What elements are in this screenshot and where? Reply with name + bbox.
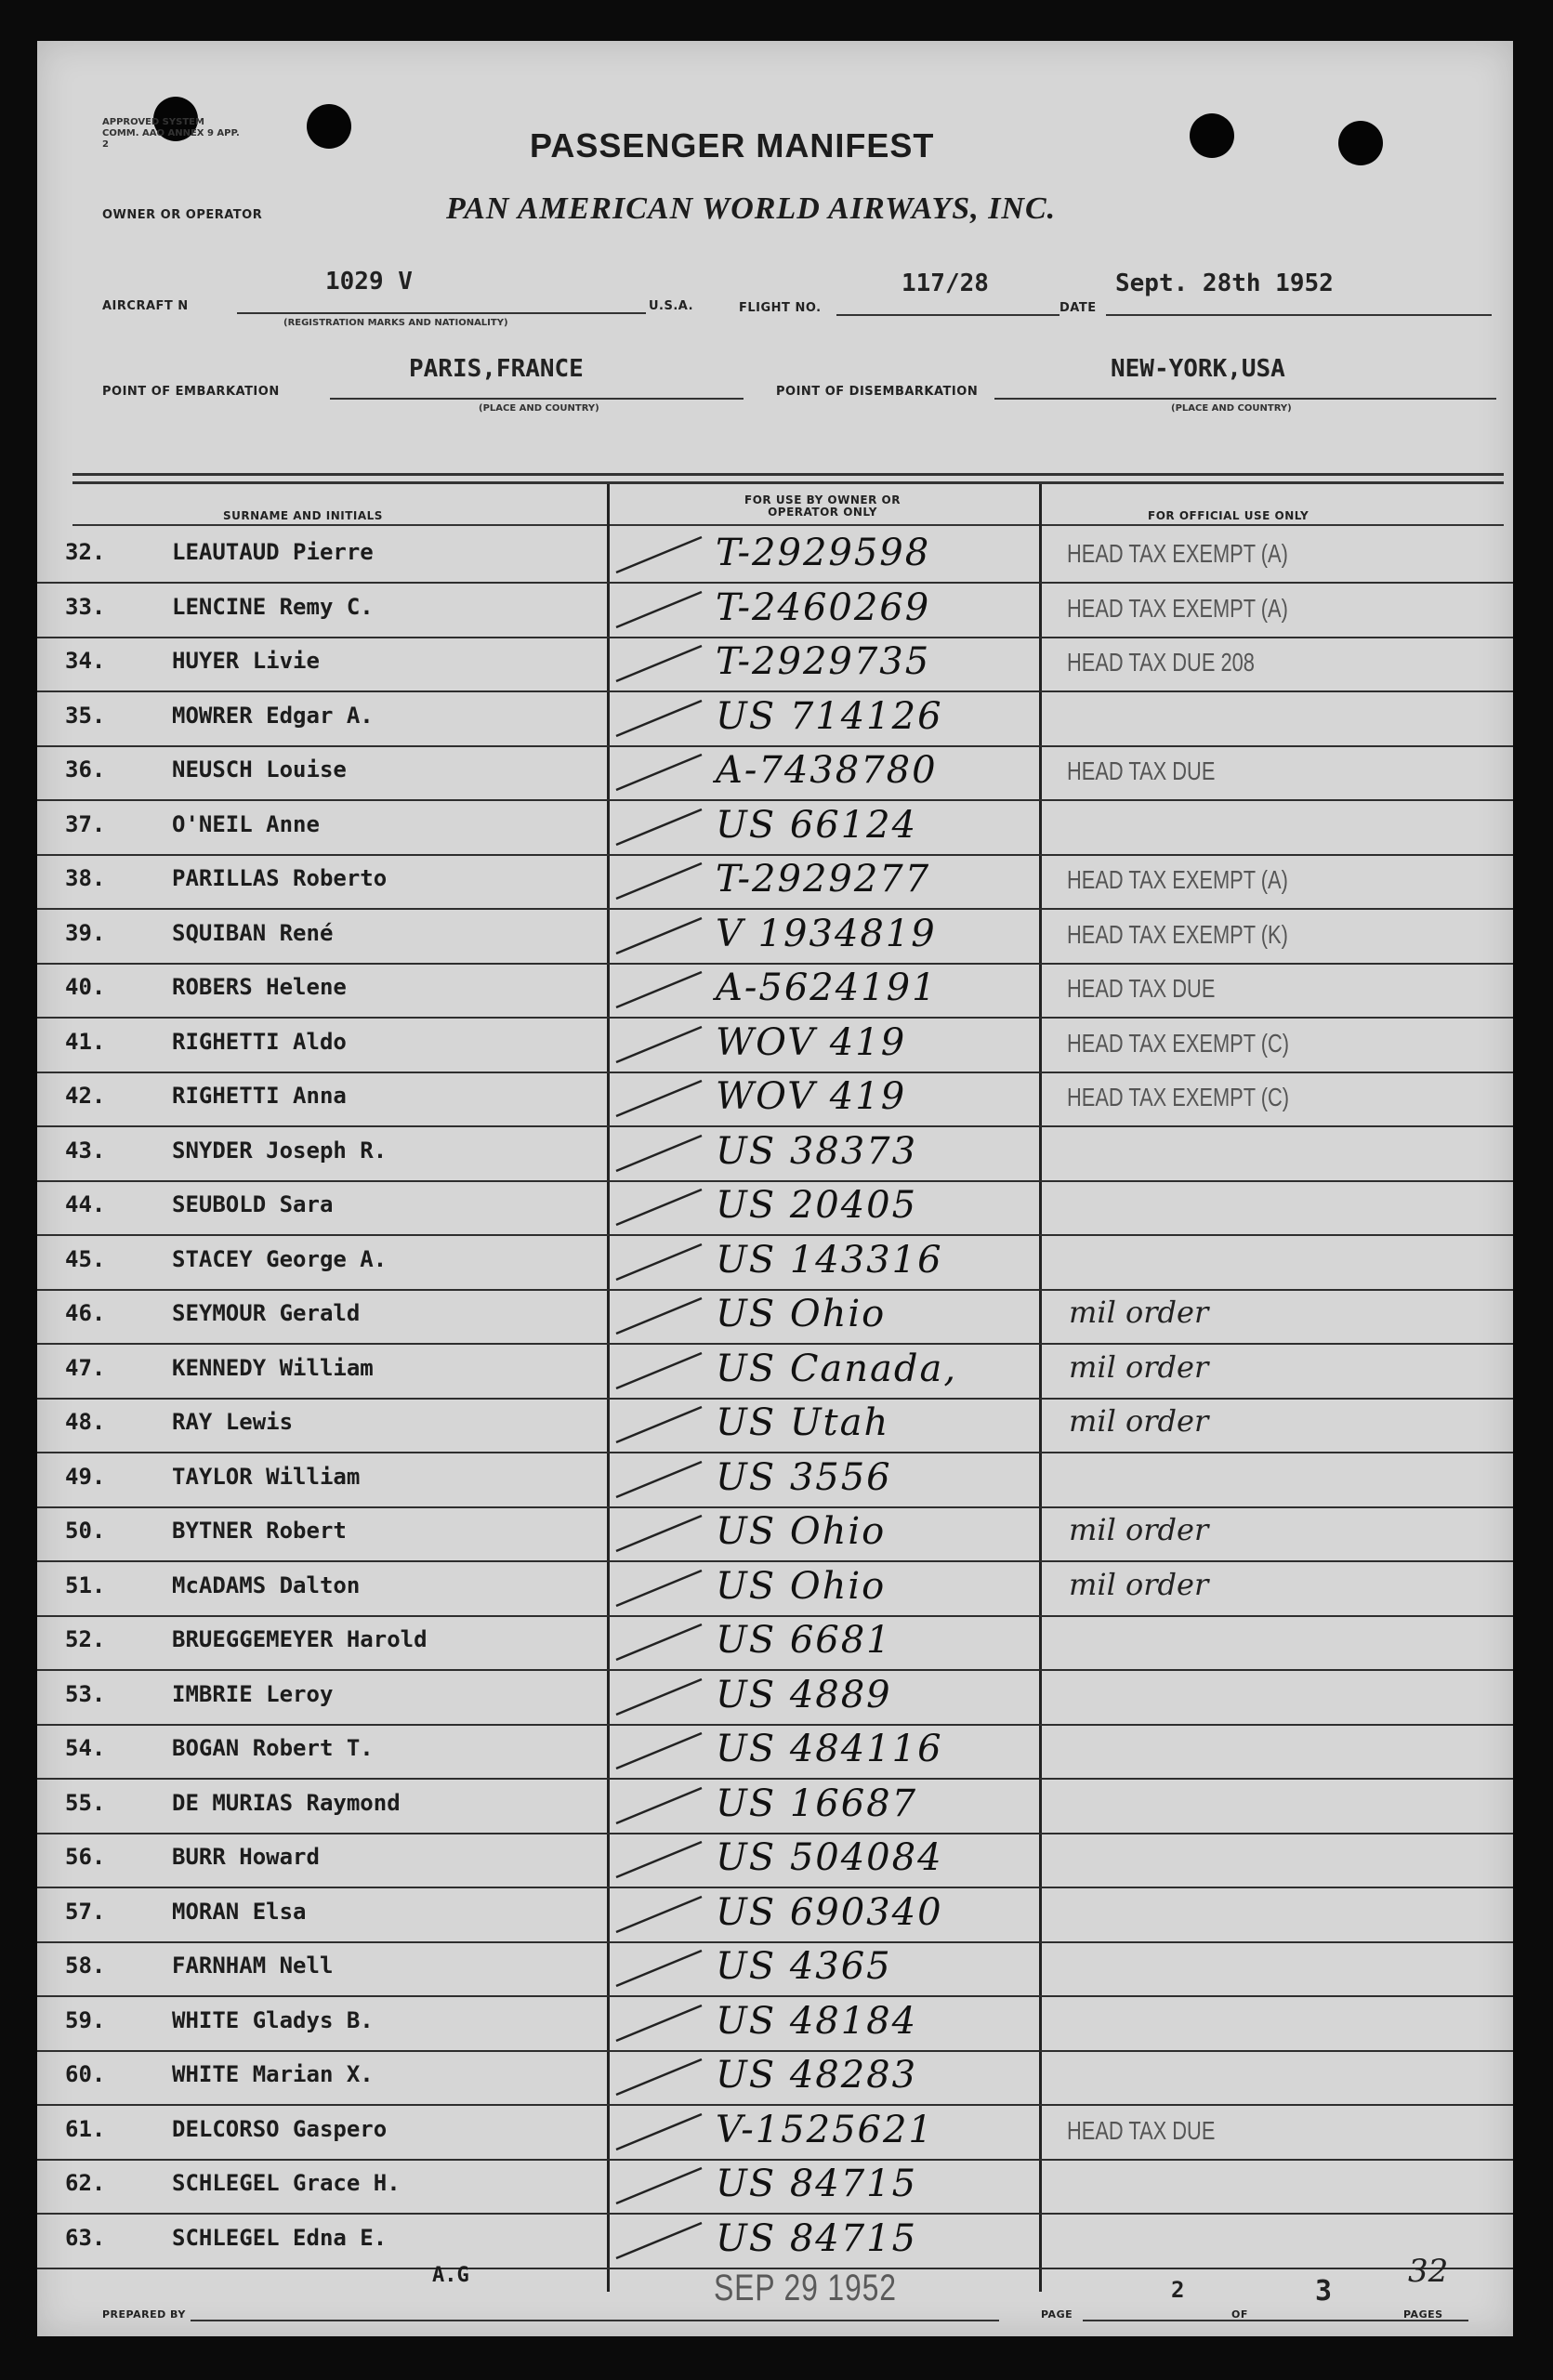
table-row: [37, 1561, 1513, 1617]
page-total: 3: [1315, 2275, 1333, 2308]
document-number: US Ohio: [716, 1564, 887, 1608]
table-row: [37, 1289, 1513, 1345]
table-row: [37, 2159, 1513, 2215]
table-top-rule: [72, 473, 1504, 476]
document-number: WOV 419: [716, 1075, 907, 1118]
handwritten-note: mil order: [1069, 1566, 1209, 1602]
passenger-name: BYTNER Robert: [172, 1518, 347, 1544]
document-number: US 4365: [716, 1945, 892, 1988]
document-number: US 143316: [716, 1238, 943, 1282]
table-row: [37, 583, 1513, 638]
aircraft-underline: [237, 312, 646, 314]
passenger-name: LEAUTAUD Pierre: [172, 539, 374, 565]
row-number: 57.: [65, 1898, 106, 1925]
official-stamp: HEAD TAX EXEMPT (A): [1067, 539, 1288, 568]
row-number: 41.: [65, 1028, 106, 1055]
check-mark-icon: [609, 854, 711, 910]
disembarkation-label: POINT OF DISEMBARKATION: [776, 385, 979, 399]
check-mark-icon: [609, 1615, 711, 1671]
check-mark-icon: [609, 1779, 711, 1834]
passenger-name: DELCORSO Gaspero: [172, 2115, 388, 2142]
document-number: T-2929735: [716, 640, 931, 683]
row-number: 55.: [65, 1789, 106, 1816]
row-number: 45.: [65, 1245, 106, 1272]
passenger-name: PARILLAS Roberto: [172, 865, 388, 891]
check-mark-icon: [609, 1833, 711, 1888]
document-number: US 16687: [716, 1782, 918, 1825]
passenger-name: DE MURIAS Raymond: [172, 1789, 401, 1816]
document-number: V 1934819: [716, 912, 937, 955]
date-underline: [1106, 314, 1492, 316]
check-mark-icon: [609, 800, 711, 856]
passenger-name: BURR Howard: [172, 1844, 320, 1870]
passenger-name: BOGAN Robert T.: [172, 1735, 374, 1761]
table-row: [37, 963, 1513, 1019]
passenger-name: ROBERS Helene: [172, 974, 347, 1000]
row-number: 34.: [65, 648, 106, 674]
passenger-table: [37, 528, 1513, 2294]
page-number: 2: [1171, 2277, 1185, 2303]
official-stamp: HEAD TAX DUE: [1067, 2115, 1216, 2145]
aircraft-value: 1029 V: [325, 268, 413, 296]
owner-label: OWNER OR OPERATOR: [102, 208, 263, 222]
passenger-name: SQUIBAN René: [172, 919, 334, 946]
page-label: PAGE: [1041, 2308, 1073, 2321]
embarkation-underline: [330, 398, 744, 400]
usa-label: U.S.A.: [649, 299, 694, 313]
row-number: 47.: [65, 1354, 106, 1381]
handwritten-note: mil order: [1069, 1512, 1209, 1547]
table-row: [37, 1887, 1513, 1943]
document-number: T-2929277: [716, 858, 931, 901]
table-row: [37, 1615, 1513, 1671]
row-number: 56.: [65, 1844, 106, 1870]
row-number: 46.: [65, 1300, 106, 1326]
flight-label: FLIGHT NO.: [739, 301, 822, 315]
row-number: 58.: [65, 1953, 106, 1979]
page-title: PASSENGER MANIFEST: [530, 126, 935, 164]
passenger-name: STACEY George A.: [172, 1245, 388, 1272]
table-row: [37, 637, 1513, 692]
table-row: [37, 909, 1513, 965]
passenger-name: NEUSCH Louise: [172, 756, 347, 782]
table-row: [37, 1724, 1513, 1780]
registration-caption: (REGISTRATION MARKS AND NATIONALITY): [283, 318, 508, 328]
table-row: [37, 1235, 1513, 1291]
row-number: 61.: [65, 2115, 106, 2142]
document-number: US 66124: [716, 803, 918, 847]
check-mark-icon: [609, 1344, 711, 1400]
passenger-name: RIGHETTI Anna: [172, 1083, 347, 1109]
table-row: [37, 2105, 1513, 2161]
row-number: 49.: [65, 1463, 106, 1490]
passenger-name: KENNEDY William: [172, 1354, 374, 1381]
check-mark-icon: [609, 2105, 711, 2161]
check-mark-icon: [609, 1126, 711, 1182]
check-mark-icon: [609, 691, 711, 747]
document-number: US 484116: [716, 1728, 943, 1770]
flight-underline: [836, 314, 1059, 316]
document-number: US 6681: [716, 1619, 892, 1662]
table-row: [37, 1398, 1513, 1453]
handwritten-page-count: 32: [1408, 2253, 1449, 2290]
row-number: 37.: [65, 810, 106, 837]
col-surname-header: SURNAME AND INITIALS: [223, 509, 383, 522]
passenger-name: FARNHAM Nell: [172, 1953, 334, 1979]
table-row: [37, 1126, 1513, 1182]
check-mark-icon: [609, 2050, 711, 2106]
document-number: US 48283: [716, 2054, 918, 2097]
check-mark-icon: [609, 2214, 711, 2269]
official-stamp: HEAD TAX EXEMPT (K): [1067, 919, 1288, 949]
check-mark-icon: [609, 1180, 711, 1236]
disembarkation-underline: [994, 398, 1496, 400]
flight-value: 117/28: [902, 270, 989, 297]
check-mark-icon: [609, 1996, 711, 2052]
document-number: US 690340: [716, 1890, 943, 1934]
table-row: [37, 1779, 1513, 1834]
row-number: 42.: [65, 1083, 106, 1109]
document-number: US 38373: [716, 1129, 918, 1173]
received-date-stamp: SEP 29 1952: [714, 2268, 897, 2308]
official-stamp: HEAD TAX DUE 208: [1067, 648, 1255, 677]
document-number: US 3556: [716, 1455, 892, 1499]
punch-hole: [307, 104, 351, 149]
document-number: US 4889: [716, 1673, 892, 1716]
table-row: [37, 1072, 1513, 1127]
row-number: 33.: [65, 593, 106, 620]
table-row: [37, 1941, 1513, 1997]
passenger-name: LENCINE Remy C.: [172, 593, 374, 620]
prepared-initials: A.G: [432, 2264, 469, 2287]
handwritten-note: mil order: [1069, 1295, 1209, 1330]
col-official-header: FOR OFFICIAL USE ONLY: [1148, 509, 1310, 522]
punch-hole: [1338, 121, 1383, 165]
aircraft-label: AIRCRAFT N: [102, 299, 189, 313]
check-mark-icon: [609, 1235, 711, 1291]
row-number: 51.: [65, 1571, 106, 1598]
manifest-sheet: [37, 41, 1513, 2336]
document-number: V-1525621: [716, 2108, 934, 2151]
check-mark-icon: [609, 1724, 711, 1780]
document-number: US 48184: [716, 1999, 918, 2043]
check-mark-icon: [609, 583, 711, 638]
check-mark-icon: [609, 963, 711, 1019]
official-stamp: HEAD TAX DUE: [1067, 756, 1216, 785]
check-mark-icon: [609, 1018, 711, 1073]
disembarkation-value: NEW-YORK,USA: [1111, 355, 1285, 383]
passenger-name: SEYMOUR Gerald: [172, 1300, 361, 1326]
handwritten-note: mil order: [1069, 1348, 1209, 1385]
document-number: US 84715: [716, 2163, 918, 2205]
passenger-name: McADAMS Dalton: [172, 1571, 361, 1598]
row-number: 50.: [65, 1518, 106, 1544]
punch-hole: [1190, 113, 1234, 158]
row-number: 44.: [65, 1191, 106, 1217]
row-number: 62.: [65, 2170, 106, 2196]
of-label: OF: [1231, 2308, 1248, 2321]
table-row: [37, 2214, 1513, 2269]
check-mark-icon: [609, 1887, 711, 1943]
check-mark-icon: [609, 1072, 711, 1127]
row-number: 54.: [65, 1735, 106, 1761]
table-row: [37, 2050, 1513, 2106]
passenger-name: RIGHETTI Aldo: [172, 1028, 347, 1055]
document-number: US 504084: [716, 1836, 943, 1879]
official-stamp: HEAD TAX EXEMPT (A): [1067, 593, 1288, 623]
table-row: [37, 1018, 1513, 1073]
document-number: US 84715: [716, 2216, 918, 2260]
table-row: [37, 854, 1513, 910]
row-number: 32.: [65, 539, 106, 565]
document-number: US Ohio: [716, 1510, 887, 1553]
table-row: [37, 745, 1513, 801]
document-number: US Ohio: [716, 1293, 887, 1335]
check-mark-icon: [609, 745, 711, 801]
passenger-name: WHITE Marian X.: [172, 2061, 374, 2087]
passenger-name: O'NEIL Anne: [172, 810, 320, 837]
document-number: T-2460269: [716, 585, 931, 629]
check-mark-icon: [609, 909, 711, 965]
embarkation-value: PARIS,FRANCE: [409, 355, 584, 383]
check-mark-icon: [609, 1561, 711, 1617]
check-mark-icon: [609, 637, 711, 692]
company-name: PAN AMERICAN WORLD AIRWAYS, INC.: [446, 191, 1057, 226]
check-mark-icon: [609, 1506, 711, 1562]
col-owner-header: FOR USE BY OWNER OR OPERATOR ONLY: [744, 493, 901, 519]
document-number: A-7438780: [716, 749, 938, 792]
passenger-name: RAY Lewis: [172, 1409, 294, 1435]
form-reference: APPROVED SYSTEM COMM. AAO ANNEX 9 APP. 2: [102, 117, 240, 150]
document-number: US 20405: [716, 1184, 918, 1227]
table-top-rule: [72, 481, 1504, 484]
prepared-underline: [191, 2320, 999, 2321]
document-number: US Canada,: [716, 1347, 958, 1390]
row-number: 48.: [65, 1409, 106, 1435]
prepared-by-label: PREPARED BY: [102, 2308, 186, 2321]
table-row: [37, 1670, 1513, 1726]
passenger-name: SEUBOLD Sara: [172, 1191, 334, 1217]
check-mark-icon: [609, 528, 711, 584]
check-mark-icon: [609, 1289, 711, 1345]
row-number: 53.: [65, 1680, 106, 1707]
passenger-name: IMBRIE Leroy: [172, 1680, 334, 1707]
embarkation-caption: (PLACE AND COUNTRY): [479, 403, 599, 414]
disembarkation-caption: (PLACE AND COUNTRY): [1171, 403, 1292, 414]
row-number: 43.: [65, 1137, 106, 1164]
row-number: 40.: [65, 974, 106, 1000]
check-mark-icon: [609, 1941, 711, 1997]
passenger-name: MOWRER Edgar A.: [172, 702, 374, 729]
passenger-name: SCHLEGEL Grace H.: [172, 2170, 401, 2196]
table-row: [37, 1833, 1513, 1888]
row-number: 52.: [65, 1626, 106, 1652]
date-value: Sept. 28th 1952: [1115, 270, 1334, 297]
row-number: 59.: [65, 2006, 106, 2033]
row-number: 39.: [65, 919, 106, 946]
document-number: US Utah: [716, 1401, 890, 1444]
passenger-name: SNYDER Joseph R.: [172, 1137, 388, 1164]
official-stamp: HEAD TAX EXEMPT (C): [1067, 1083, 1290, 1111]
table-header-rule: [72, 524, 1504, 526]
table-row: [37, 691, 1513, 747]
row-number: 63.: [65, 2224, 106, 2251]
pages-label: PAGES: [1403, 2308, 1443, 2321]
row-number: 36.: [65, 756, 106, 782]
table-row: [37, 1996, 1513, 2052]
table-row: [37, 528, 1513, 584]
check-mark-icon: [609, 2159, 711, 2215]
document-number: WOV 419: [716, 1020, 907, 1064]
row-number: 38.: [65, 865, 106, 891]
table-row: [37, 1453, 1513, 1508]
date-label: DATE: [1059, 301, 1097, 315]
table-row: [37, 800, 1513, 856]
check-mark-icon: [609, 1398, 711, 1453]
check-mark-icon: [609, 1670, 711, 1726]
official-stamp: HEAD TAX EXEMPT (C): [1067, 1028, 1290, 1058]
passenger-name: TAYLOR William: [172, 1463, 361, 1490]
check-mark-icon: [609, 1453, 711, 1508]
passenger-name: HUYER Livie: [172, 648, 320, 674]
table-row: [37, 1180, 1513, 1236]
embarkation-label: POINT OF EMBARKATION: [102, 385, 280, 399]
table-row: [37, 1506, 1513, 1562]
document-number: A-5624191: [716, 966, 938, 1009]
official-stamp: HEAD TAX EXEMPT (A): [1067, 865, 1288, 894]
handwritten-note: mil order: [1069, 1403, 1209, 1439]
official-stamp: HEAD TAX DUE: [1067, 974, 1216, 1003]
row-number: 35.: [65, 702, 106, 729]
row-number: 60.: [65, 2061, 106, 2087]
table-row: [37, 1344, 1513, 1400]
passenger-name: SCHLEGEL Edna E.: [172, 2224, 388, 2251]
passenger-name: MORAN Elsa: [172, 1898, 307, 1925]
document-number: US 714126: [716, 694, 943, 738]
passenger-name: BRUEGGEMEYER Harold: [172, 1626, 428, 1652]
passenger-name: WHITE Gladys B.: [172, 2006, 374, 2033]
document-number: T-2929598: [716, 532, 931, 574]
